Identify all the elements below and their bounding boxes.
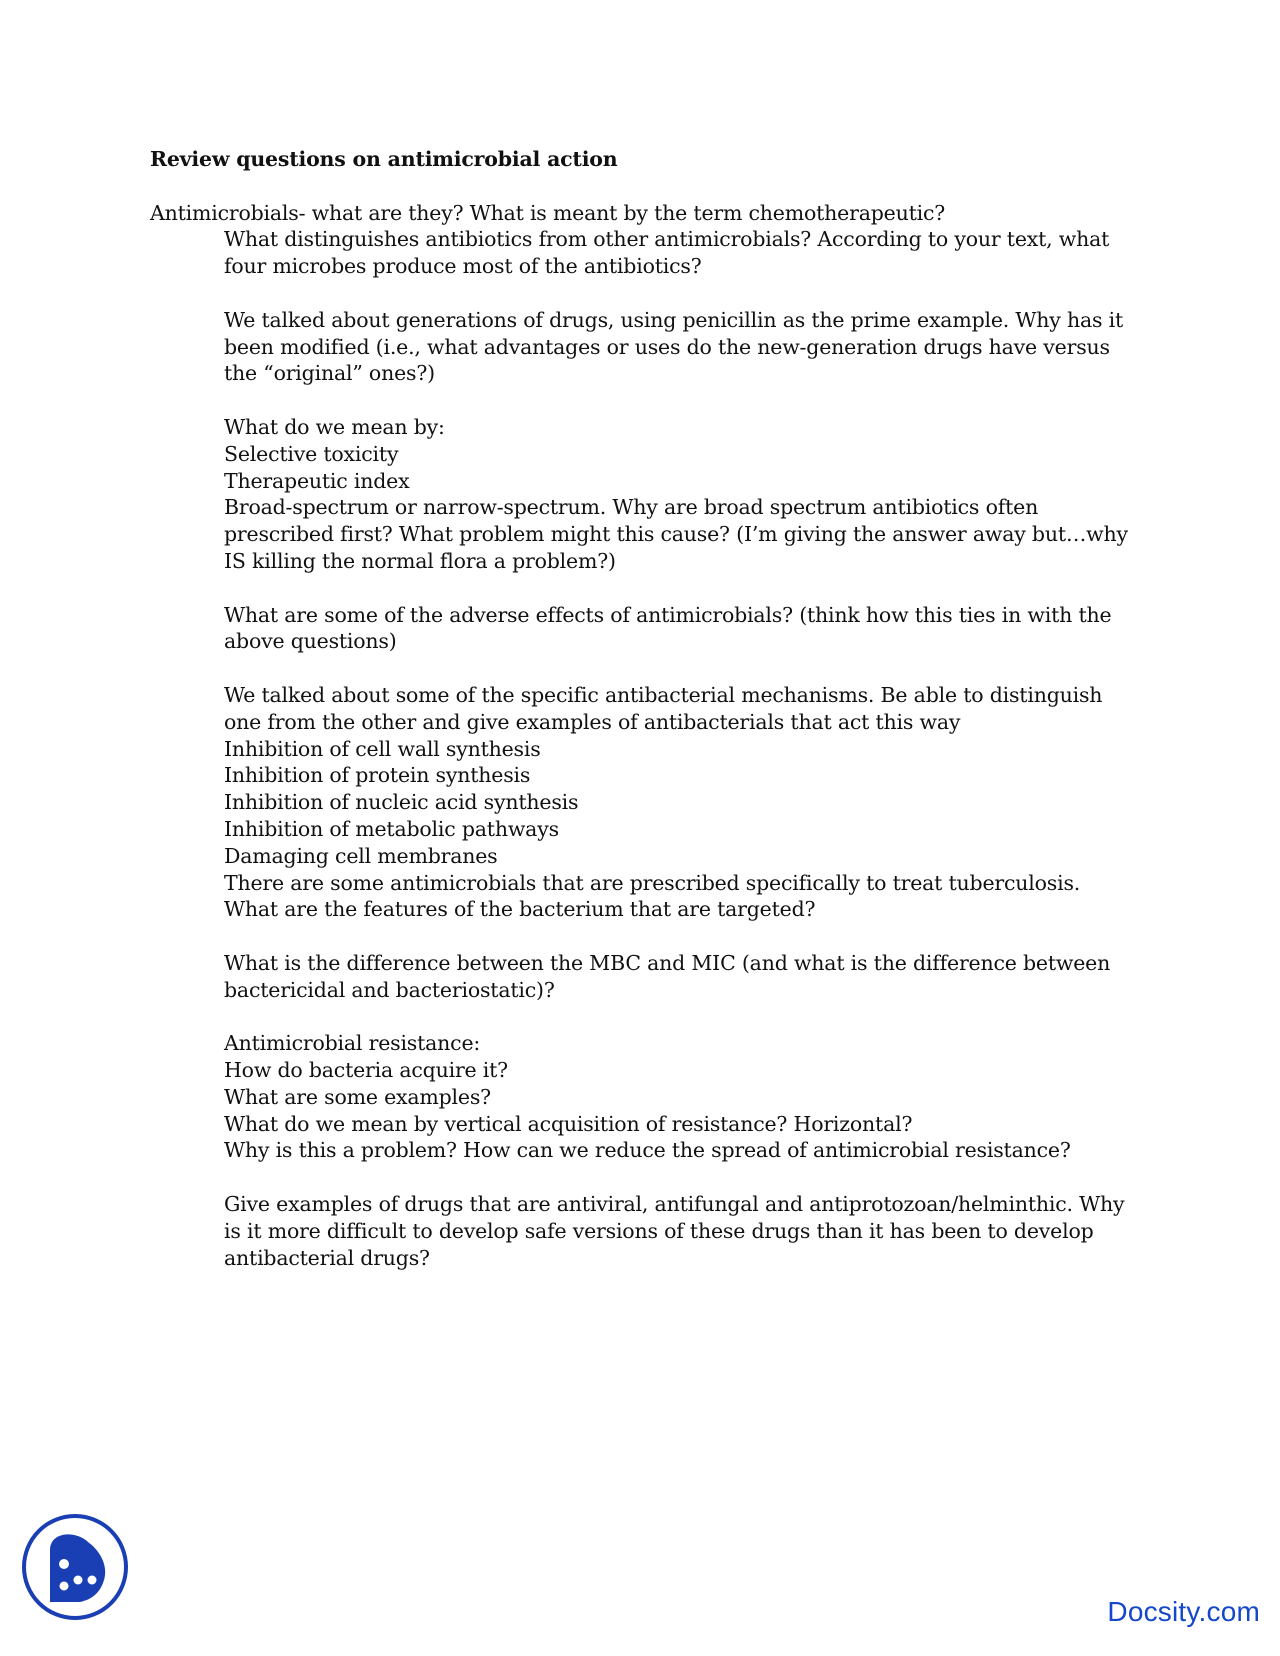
mechanism-item: Inhibition of cell wall synthesis <box>224 736 541 761</box>
definitions-lead: What do we mean by: <box>224 414 445 439</box>
intro-question: Antimicrobials- what are they? What is meant by the term chemotherapeutic? <box>150 200 946 225</box>
docsity-logo-svg <box>20 1512 130 1622</box>
question-mechanisms <box>224 682 1130 923</box>
docsity-brand-link[interactable]: Docsity.com <box>1107 1596 1260 1627</box>
question-generations: We talked about generations of drugs, using penicillin as the prime example. Why has it been modified (i.e., what advantages or uses do the new-generation drugs have versus the “original” ones?) <box>224 307 1124 386</box>
question-antibiotics: What distinguishes antibiotics from other antimicrobials? According to your text, what four microbes produce most of the antibiotics? <box>224 227 1110 279</box>
mechanism-item: Inhibition of metabolic pathways <box>224 816 559 841</box>
question-mbc-mic: What is the difference between the MBC and MIC (and what is the difference between bactericidal and bacteriostatic)? <box>224 950 1111 1002</box>
definition-item: Therapeutic index <box>224 468 410 493</box>
mechanism-item: Inhibition of nucleic acid synthesis <box>224 790 579 815</box>
definition-broad-spectrum: Broad-spectrum or narrow-spectrum. Why are broad spectrum antibiotics often prescribed first? What problem might this cause? (I’m giving the answer away but…why IS killing the normal flora a problem?) <box>224 495 1128 573</box>
mechanism-item: Damaging cell membranes <box>224 843 498 868</box>
question-adverse-effects: What are some of the adverse effects of antimicrobials? (think how this ties in with the above questions) <box>224 602 1112 654</box>
question-definitions <box>224 414 1130 575</box>
resistance-item: What are some examples? <box>224 1084 491 1109</box>
question-list <box>224 226 1130 1271</box>
document-title: Review questions on antimicrobial action <box>150 147 618 171</box>
mechanism-item: Inhibition of protein synthesis <box>224 763 531 788</box>
resistance-item: How do bacteria acquire it? <box>224 1058 508 1083</box>
resistance-lead: Antimicrobial resistance: <box>224 1031 481 1056</box>
resistance-item: Why is this a problem? How can we reduce the spread of antimicrobial resistance? <box>224 1138 1071 1163</box>
document-content <box>150 146 1130 1298</box>
mechanism-tuberculosis: There are some antimicrobials that are prescribed specifically to treat tuberculosis. What are the features of the bacterium that are targeted? <box>224 870 1081 922</box>
mechanisms-lead: We talked about some of the specific antibacterial mechanisms. Be able to distinguish one from the other and give examples of antibacterials that act this way <box>224 682 1103 734</box>
question-resistance <box>224 1030 1130 1164</box>
question-other-drugs: Give examples of drugs that are antiviral, antifungal and antiprotozoan/helminthic. Why is it more difficult to develop safe versions of these drugs than it has been to develop antibacterial drugs? <box>224 1192 1125 1270</box>
resistance-item: What do we mean by vertical acquisition of resistance? Horizontal? <box>224 1111 913 1136</box>
definition-item: Selective toxicity <box>224 441 399 466</box>
docsity-logo-icon[interactable] <box>20 1512 130 1622</box>
